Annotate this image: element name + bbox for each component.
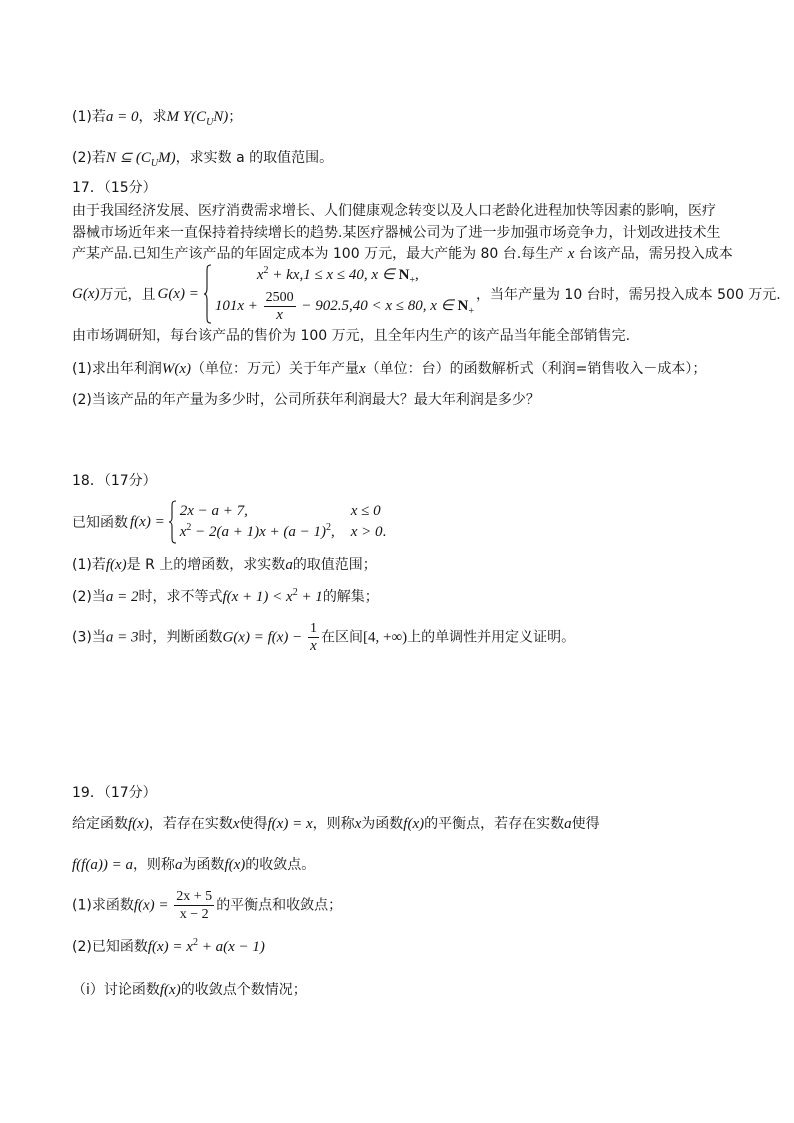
math-segment: + 1 xyxy=(297,589,323,605)
math-segment: a = 3 xyxy=(105,629,139,646)
text-segment: (1)求函数 xyxy=(72,897,134,914)
math-segment: − 2(a + 1)x + (a − 1) xyxy=(191,523,326,540)
math-segment: f(f(a)) = a xyxy=(72,857,133,873)
natural-numbers-symbol: N xyxy=(457,298,469,314)
fraction xyxy=(264,290,296,323)
math-segment: W(x) xyxy=(161,361,191,377)
math-segment: f(x) = x xyxy=(147,939,193,955)
q18-function-definition xyxy=(72,500,386,544)
case-row-1 xyxy=(215,263,474,289)
piecewise-cases xyxy=(180,501,387,544)
q18-part3 xyxy=(72,621,575,654)
math-segment: x ≤ 0 xyxy=(350,502,381,519)
text-segment: ，则称 xyxy=(132,857,175,873)
text-segment: 为函数 xyxy=(182,857,225,873)
text-segment: （ⅰ）讨论函数 xyxy=(72,982,160,998)
math-segment: x xyxy=(354,816,362,832)
math-segment: + kx,1 ≤ x ≤ 40, x ∈ xyxy=(268,267,399,283)
math-segment: a xyxy=(564,816,572,832)
text-segment: 的收敛点。 xyxy=(245,857,316,873)
math-segment: a xyxy=(174,857,183,873)
math-segment: G(x) xyxy=(72,285,100,302)
text-segment: 给定函数 xyxy=(72,816,128,832)
text-segment: 的取值范围； xyxy=(292,557,377,573)
superscript: 2 xyxy=(326,521,331,533)
math-segment: f(x + 1) < x xyxy=(222,589,293,605)
math-segment: a = 0 xyxy=(105,109,139,125)
case-1-expression xyxy=(180,501,335,522)
q19-intro-line1 xyxy=(72,814,600,834)
text-segment: ，求实数 a 的取值范围。 xyxy=(175,150,334,166)
text-segment: (1)若 xyxy=(72,109,106,125)
text-segment: ，当年产量为 10 台时，需另投入成本 500 万元. xyxy=(475,287,781,303)
text-segment: (1)求出年利润 xyxy=(72,361,162,377)
q18-header: 18．（17分） xyxy=(72,473,157,489)
text-segment: (2)当 xyxy=(72,589,106,605)
math-segment: M Y(C xyxy=(166,109,207,125)
superscript: 2 xyxy=(263,265,269,276)
q17-part2: (2)当该产品的年产量为多少时，公司所获年利润最大？最大年利润是多少？ xyxy=(72,392,540,408)
math-segment: N) xyxy=(213,109,229,125)
text-segment: 使得 xyxy=(571,816,600,832)
math-segment: . xyxy=(382,523,387,540)
fraction xyxy=(174,889,214,922)
q18-part1 xyxy=(72,555,377,575)
natural-numbers-symbol: N xyxy=(398,267,410,283)
subscript: U xyxy=(150,158,159,169)
text-segment: 使得 xyxy=(239,816,268,832)
text-segment: 万元，且 xyxy=(99,287,156,303)
q16-part2 xyxy=(72,148,333,170)
text-segment: 在区间 xyxy=(321,629,364,646)
math-segment: 101x + xyxy=(214,298,262,314)
q17-intro-line1: 由于我国经济发展、医疗消费需求增长、人们健康观念转变以及人口老龄化进程加快等因素的影响，医疗 xyxy=(72,203,716,219)
text-segment: 的收敛点个数情况； xyxy=(180,982,307,998)
text-segment: 上的单调性并用定义证明。 xyxy=(407,629,576,646)
text-segment: （单位：万元）关于年产量 xyxy=(191,361,359,377)
math-segment: G(x) = xyxy=(157,285,199,302)
case-2-expression xyxy=(180,522,335,544)
q19-part1 xyxy=(72,889,342,922)
fraction-numerator: 2500 xyxy=(265,289,294,305)
q17-intro-line2: 器械市场近年来一直保持着持续增长的趋势.某医疗器械公司为了进一步加强市场竞争力，计划改进技术生 xyxy=(72,225,721,241)
q18-part2 xyxy=(72,587,379,609)
math-segment: x xyxy=(179,523,187,540)
q17-market-text: 由市场调研知，每台该产品的售价为 100 万元，且全年内生产的该产品当年能全部销售完. xyxy=(72,328,631,344)
math-segment: f(x) = xyxy=(133,897,173,914)
text-segment: 时，判断函数 xyxy=(138,629,223,646)
fraction-denominator: x − 2 xyxy=(179,907,209,922)
text-segment: ，若存在实数 xyxy=(148,816,233,832)
math-segment: a = 2 xyxy=(105,589,139,605)
text-segment: (2)若 xyxy=(72,150,106,166)
fraction-denominator: x xyxy=(310,638,317,654)
q17-part1 xyxy=(72,359,706,379)
text-segment: 是 R 上的增函数，求实数 xyxy=(126,557,286,573)
math-segment: [4, +∞) xyxy=(363,629,408,646)
text-segment: (3)当 xyxy=(72,629,106,646)
piecewise-cases xyxy=(215,263,474,325)
text-segment: （单位：台）的函数解析式（利润=销售收入－成本）； xyxy=(365,361,707,377)
text-segment: (1)若 xyxy=(72,557,106,573)
q17-header: 17．（15分） xyxy=(72,180,157,196)
text-segment: 时，求不等式 xyxy=(138,589,223,605)
math-segment: f(x) xyxy=(224,857,246,873)
q19-part2 xyxy=(72,937,265,959)
case-1-condition xyxy=(351,501,387,522)
math-segment: a xyxy=(285,557,293,573)
math-segment: f(x) xyxy=(159,982,181,998)
math-segment: f(x) = xyxy=(130,513,165,530)
text-segment: 台该产品，需另投入成本 xyxy=(574,246,733,262)
fraction-denominator: x xyxy=(276,306,283,323)
text-segment: 产某产品.已知生产该产品的年固定成本为 100 万元，最大产能为 80 台.每生产 xyxy=(72,246,568,262)
fraction-numerator: 1 xyxy=(310,621,318,636)
left-brace xyxy=(203,264,212,324)
math-segment: , xyxy=(331,523,335,540)
subscript: + xyxy=(409,275,416,286)
text-segment: ，求 xyxy=(138,109,167,125)
math-segment: f(x) xyxy=(403,816,425,832)
q16-part1 xyxy=(72,107,242,129)
math-segment: x xyxy=(232,816,240,832)
fraction-numerator: 2x + 5 xyxy=(176,889,213,904)
text-segment: ，则称 xyxy=(312,816,355,832)
math-segment: G(x) = f(x) − xyxy=(222,629,307,646)
q19-part2-i xyxy=(72,980,307,1000)
math-segment: , xyxy=(415,267,419,283)
q17-cost-definition xyxy=(72,263,781,325)
superscript: 2 xyxy=(292,587,298,598)
math-segment: x xyxy=(256,267,264,283)
q19-header: 19．（17分） xyxy=(72,785,157,801)
subscript: U xyxy=(206,117,214,128)
math-segment: − 902.5,40 < x ≤ 80, x ∈ xyxy=(297,298,458,314)
q17-intro-line3 xyxy=(72,244,733,264)
text-segment: 的解集； xyxy=(322,589,379,605)
superscript: 2 xyxy=(192,937,198,948)
subscript: + xyxy=(468,306,474,317)
math-segment: N ⊆ (C xyxy=(105,150,151,166)
math-segment: x > 0 xyxy=(350,523,383,540)
fraction xyxy=(308,621,319,654)
text-segment: ； xyxy=(228,109,243,125)
math-segment: M) xyxy=(158,150,176,166)
text-segment: 为函数 xyxy=(361,816,404,832)
math-segment: 2x − a + 7, xyxy=(179,502,248,519)
math-segment: f(x) xyxy=(105,557,127,573)
math-segment: + a(x − 1) xyxy=(197,939,265,955)
text-segment: 的平衡点和收敛点； xyxy=(216,897,343,914)
left-brace xyxy=(168,500,177,544)
text-segment: 的平衡点，若存在实数 xyxy=(424,816,565,832)
q19-intro-line2 xyxy=(72,855,315,875)
math-segment: x xyxy=(359,361,366,377)
case-2-condition xyxy=(351,522,387,544)
case-row-2 xyxy=(215,289,474,325)
math-segment: f(x) xyxy=(128,816,149,832)
text-segment: 已知函数 xyxy=(72,515,128,531)
superscript: 2 xyxy=(186,521,192,533)
text-segment: (2)已知函数 xyxy=(72,939,148,955)
math-segment: x xyxy=(567,246,575,262)
math-segment: f(x) = x xyxy=(267,816,313,832)
